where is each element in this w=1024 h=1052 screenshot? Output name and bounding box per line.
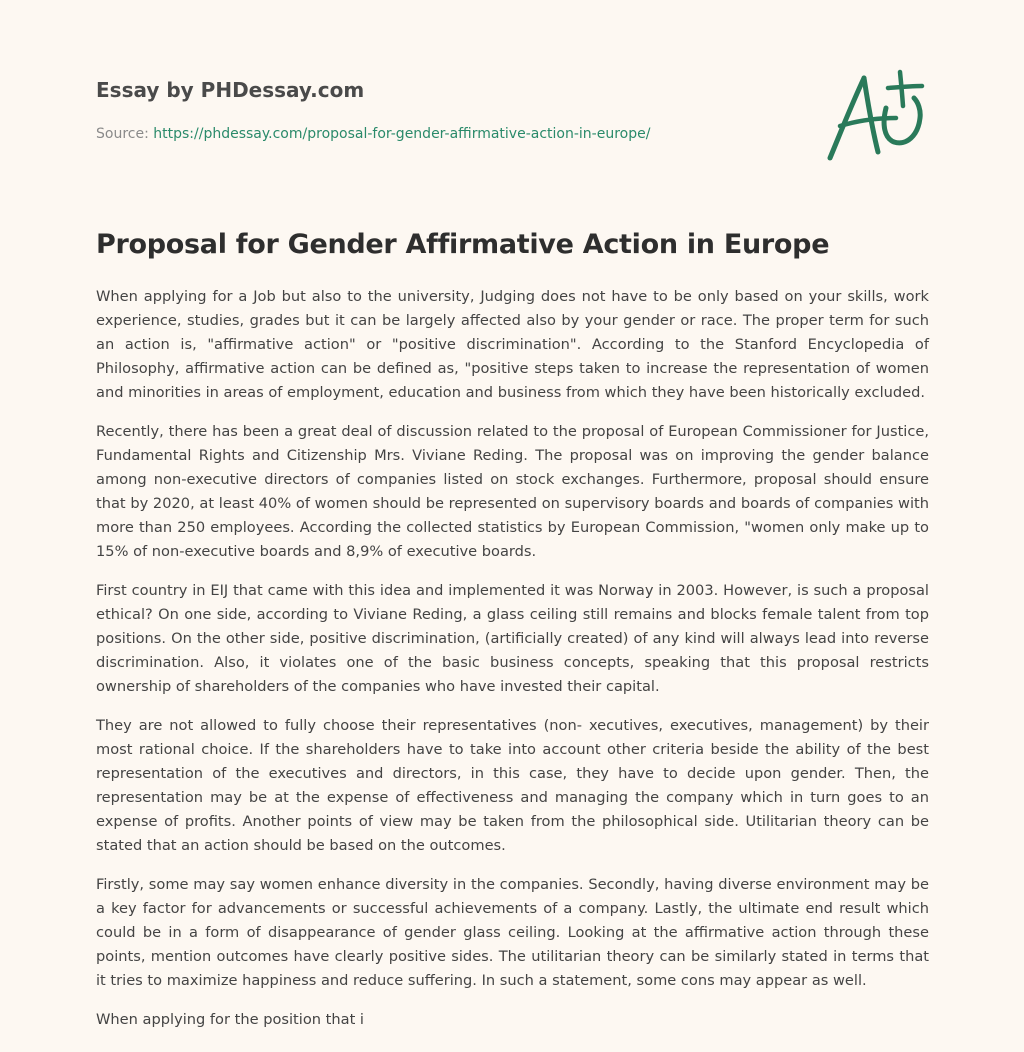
source-line bbox=[96, 124, 796, 144]
source-link[interactable]: https://phdessay.com/proposal-for-gender-affirmative-action-in-europe/ bbox=[153, 126, 651, 142]
essay-body bbox=[96, 285, 929, 1047]
page-title: Proposal for Gender Affirmative Action in Europe bbox=[96, 229, 830, 260]
a-plus-grade-icon bbox=[818, 66, 930, 166]
essay-header bbox=[96, 76, 796, 144]
paragraph: Firstly, some may say women enhance diversity in the companies. Secondly, having diverse environment may be a key factor for advancements or successful achievements of a company. Lastly, the ultimate end result which could be in a form of disappearance of gender glass ceiling. Looking at the affirmative action through these points, mention outcomes have clearly positive sides. The utilitarian theory can be similarly stated in terms that it tries to maximize happiness and reduce suffering. In such a statement, some cons may appear as well. bbox=[96, 876, 929, 989]
paragraph: When applying for a Job but also to the university, Judging does not have to be only based on your skills, work experience, studies, grades but it can be largely affected also by your gender or race. The proper term for such an action is, "affirmative action" or "positive discrimination". According to the Stanford Encyclopedia of Philosophy, affirmative action can be defined as, "positive steps taken to increase the representation of women and minorities in areas of employment, education and business from which they have been historically excluded. bbox=[96, 288, 929, 401]
site-brand: Essay by PHDessay.com bbox=[96, 78, 365, 102]
source-label: Source: bbox=[96, 126, 154, 142]
paragraph: They are not allowed to fully choose their representatives (non- xecutives, executives, management) by their most rational choice. If the shareholders have to take into account other criteria beside the ability of the best representation of the executives and directors, in this case, they have to decide upon gender. Then, the representation may be at the expense of effectiveness and managing the company which in turn goes to an expense of profits. Another points of view may be taken from the philosophical side. Utilitarian theory can be stated that an action should be based on the outcomes. bbox=[96, 717, 929, 854]
paragraph-truncated: When applying for the position that i bbox=[96, 1011, 364, 1028]
paragraph: First country in EIJ that came with this idea and implemented it was Norway in 2003. However, is such a proposal ethical? On one side, according to Viviane Reding, a glass ceiling still remains and blocks female talent from top positions. On the other side, positive discrimination, (artificially created) of any kind will always lead into reverse discrimination. Also, it violates one of the basic business concepts, speaking that this proposal restricts ownership of shareholders of the companies who have invested their capital. bbox=[96, 582, 929, 695]
paragraph: Recently, there has been a great deal of discussion related to the proposal of European Commissioner for Justice, Fundamental Rights and Citizenship Mrs. Viviane Reding. The proposal was on improving the gender balance among non-executive directors of companies listed on stock exchanges. Furthermore, proposal should ensure that by 2020, at least 40% of women should be represented on supervisory boards and boards of companies with more than 250 employees. According the collected statistics by European Commission, "women only make up to 15% of non-executive boards and 8,9% of executive boards. bbox=[96, 423, 929, 560]
